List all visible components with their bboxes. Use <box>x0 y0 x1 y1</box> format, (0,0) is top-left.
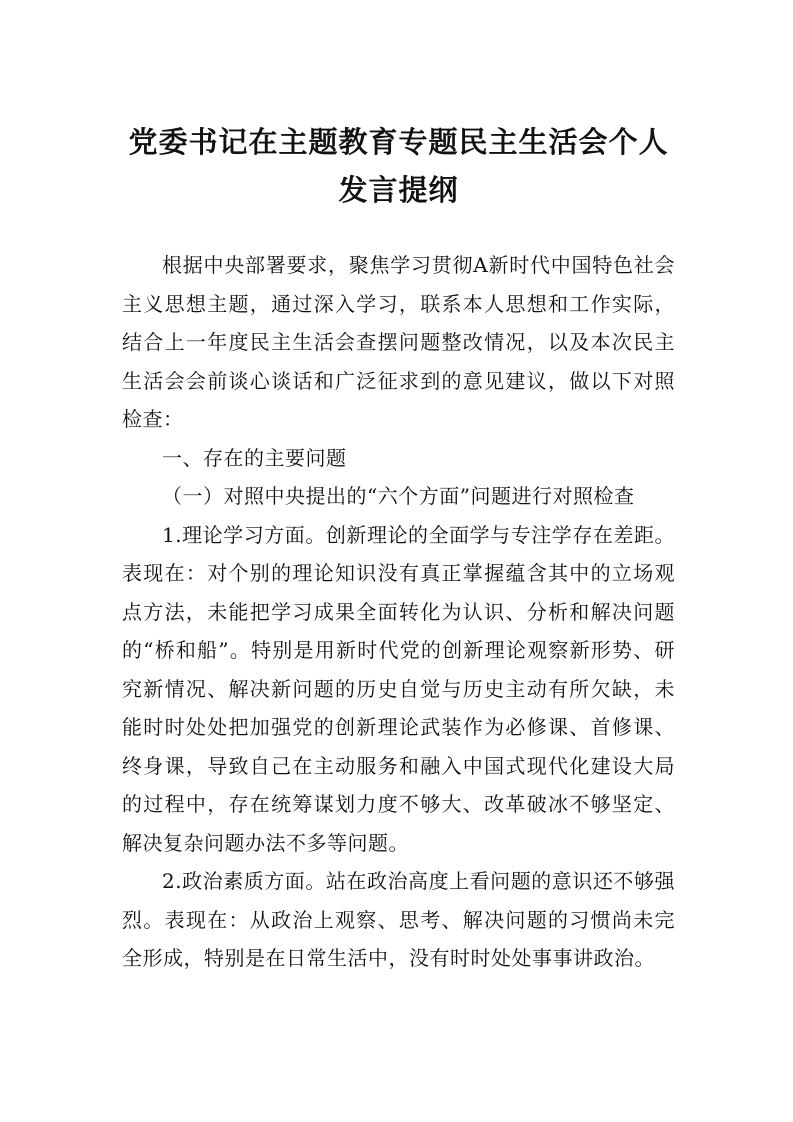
title-line-1: 党委书记在主题教育专题民主生活会个人 <box>128 125 669 159</box>
intro-paragraph: 根据中央部署要求，聚焦学习贯彻A新时代中国特色社会主义思想主题，通过深入学习，联系本人思想和工作实际，结合上一年度民主生活会查摆问题整改情况，以及本次民主生活会会前谈心谈话和广泛征求到的意见建议，做以下对照检查： <box>122 253 675 431</box>
section-heading: 一、存在的主要问题 <box>162 445 347 470</box>
title-line-2: 发言提纲 <box>338 173 459 207</box>
theory-study-paragraph: 1.理论学习方面。创新理论的全面学与专注学存在差距。表现在：对个别的理论知识没有真正掌握蕴含其中的立场观点方法，未能把学习成果全面转化为认识、分析和解决问题的“桥和船”。特别是用新时代党的创新理论观察新形势、研究新情况、解决新问题的历史自觉与历史主动有所欠缺，未能时时处处把加强党的创新理论武装作为必修课、首修课、终身课，导致自己在主动服务和融入中国式现代化建设大局的过程中，存在统筹谋划力度不够大、改革破冰不够坚定、解决复杂问题办法不多等问题。 <box>122 522 675 855</box>
document-title <box>122 118 675 214</box>
political-quality-paragraph: 2.政治素质方面。站在政治高度上看问题的意识还不够强烈。表现在：从政治上观察、思考、解决问题的习惯尚未完全形成，特别是在日常生活中，没有时时处处事事讲政治。 <box>122 869 675 970</box>
subsection-heading: （一）对照中央提出的“六个方面”问题进行对照检查 <box>162 484 635 508</box>
document-body <box>122 246 675 978</box>
